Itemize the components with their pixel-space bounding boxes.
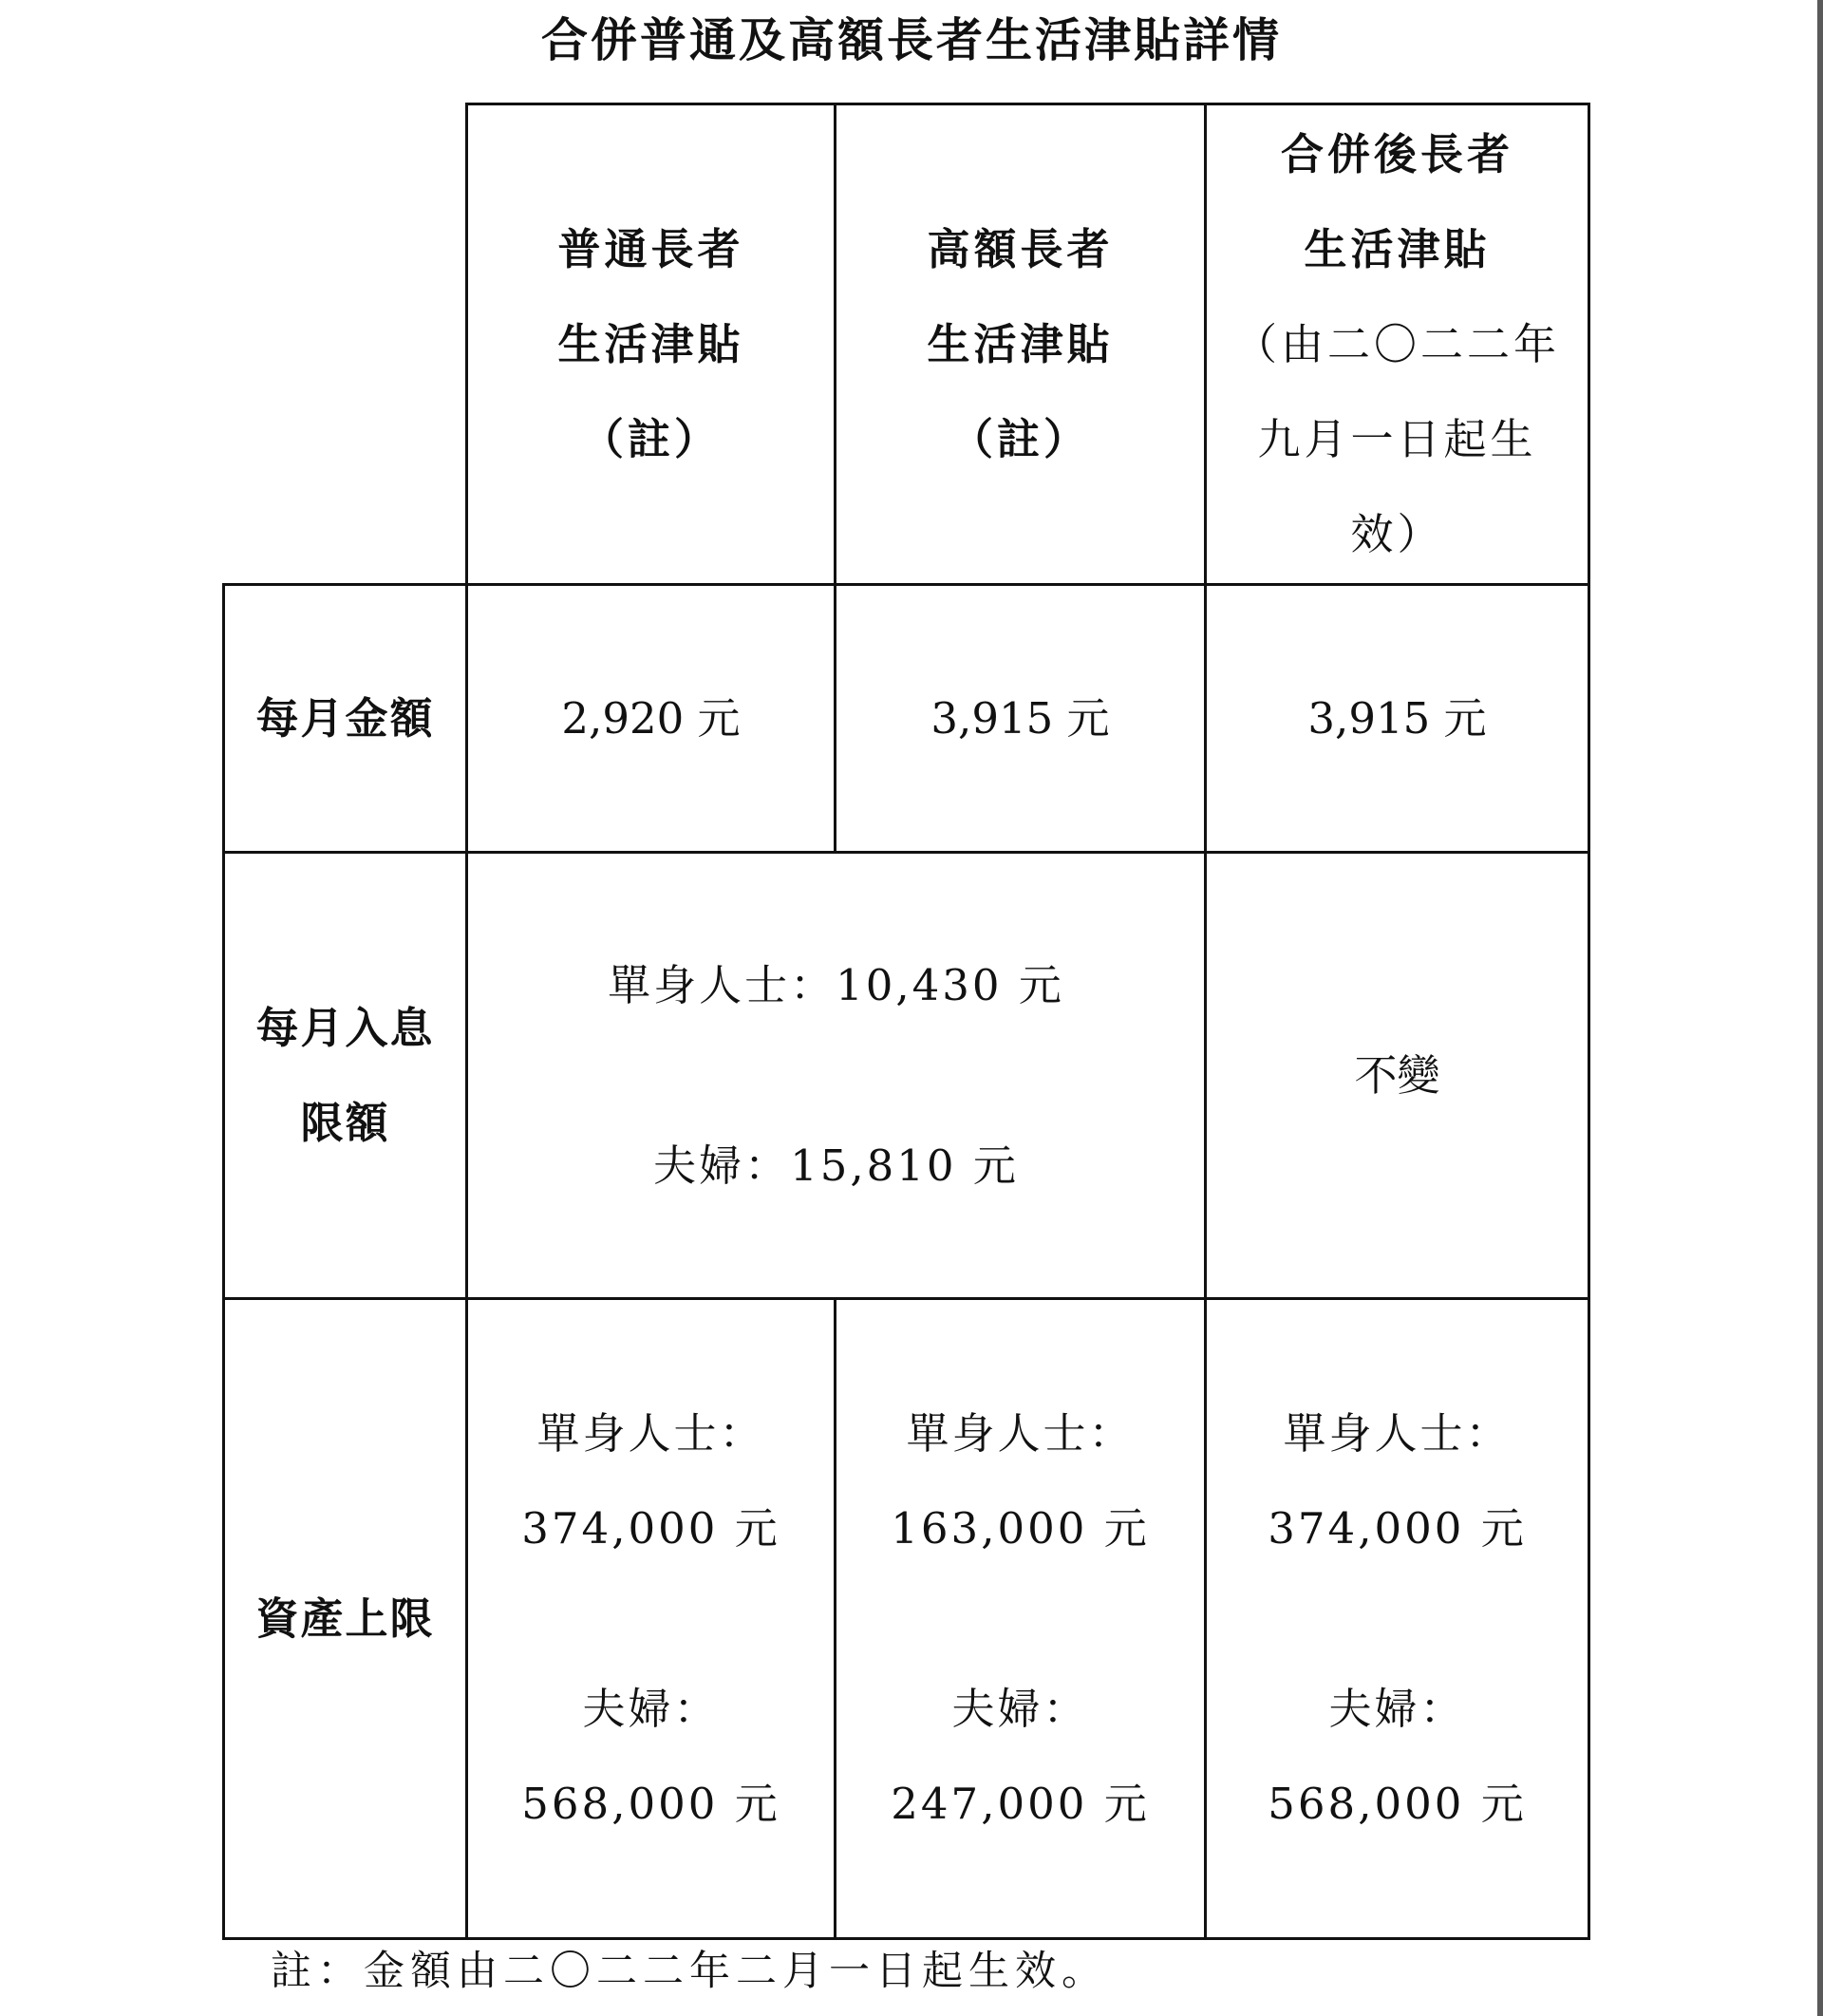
monthly-amount-higher: 3,915 元 [836,585,1206,853]
allowance-comparison-table [222,103,1590,1940]
row-label-monthly-amount: 每月金額 [224,585,467,853]
monthly-amount-normal: 2,920 元 [467,585,836,853]
header-effective-date: 九月一日起生 [1257,413,1537,464]
header-merged-oaa [1206,104,1589,585]
asset-single-value: 374,000 元 [1268,1502,1527,1554]
asset-couple-value: 568,000 元 [1268,1778,1527,1829]
header-line: 生活津貼 [927,318,1114,369]
monthly-amount-merged: 3,915 元 [1206,585,1589,853]
header-line: 普通長者 [557,223,744,274]
asset-couple-label: 夫婦： [1328,1683,1466,1734]
header-row [224,104,1589,585]
income-limit-merged: 不變 [1206,853,1589,1299]
asset-couple-label: 夫婦： [951,1683,1089,1734]
row-label-income-limit [224,853,467,1299]
header-line: 高額長者 [927,223,1114,274]
asset-limit-merged [1206,1299,1589,1939]
header-line: 生活津貼 [1304,223,1491,274]
asset-couple-value: 247,000 元 [891,1778,1150,1829]
spacer [1207,1576,1588,1662]
spacer [836,1576,1204,1662]
asset-single-value: 374,000 元 [521,1502,780,1554]
asset-couple-label: 夫婦： [582,1683,720,1734]
income-limit-shared [467,853,1206,1299]
header-higher-oaa [836,104,1206,585]
asset-single-label: 單身人士： [906,1407,1135,1459]
row-label-line: 限額 [300,1097,390,1148]
header-effective-date: （由二〇二二年 [1233,318,1560,369]
asset-single-value: 163,000 元 [891,1502,1150,1554]
asset-couple-value: 568,000 元 [521,1778,780,1829]
asset-limit-normal [467,1299,836,1939]
spacer [468,1031,1204,1121]
asset-single-label: 單身人士： [1283,1407,1512,1459]
header-line: 生活津貼 [557,318,744,369]
header-normal-oaa [467,104,836,585]
monthly-amount-row [224,585,1589,853]
row-label-asset-limit: 資產上限 [224,1299,467,1939]
page-edge-rule [1817,0,1823,2016]
header-effective-date: 效） [1350,508,1444,559]
page-title: 合併普通及高額長者生活津貼詳情 [540,12,1282,67]
header-line: 合併後長者 [1280,128,1513,179]
income-limit-single: 單身人士：10,430 元 [608,959,1064,1010]
asset-limit-row [224,1299,1589,1939]
row-label-line: 每月入息 [255,1002,435,1053]
asset-single-label: 單身人士： [536,1407,765,1459]
income-limit-row [224,853,1589,1299]
income-limit-couple: 夫婦：15,810 元 [653,1140,1019,1191]
asset-limit-higher [836,1299,1206,1939]
header-note-ref: （註） [580,413,721,464]
header-note-ref: （註） [949,413,1090,464]
header-corner-cell [224,104,467,585]
footnote: 註：金額由二〇二二年二月一日起生效。 [271,1948,1108,1995]
spacer [468,1576,834,1662]
